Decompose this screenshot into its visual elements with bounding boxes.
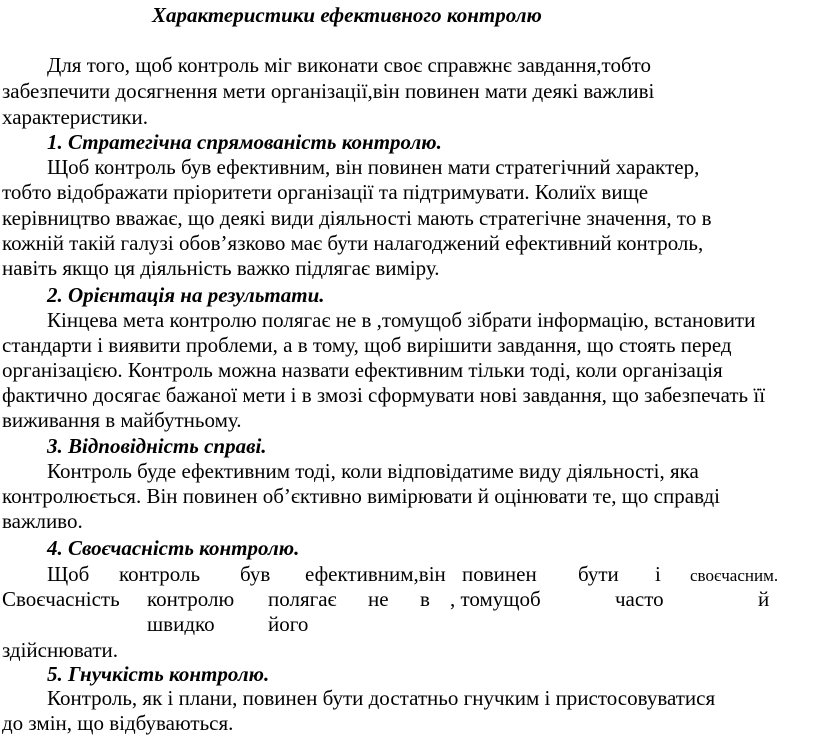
justified-word: його	[268, 612, 309, 636]
justified-word: швидко	[147, 612, 215, 636]
paragraph-line: Щоб контроль був ефективним, він повинен мати стратегічний характер,	[47, 155, 700, 179]
paragraph-line: виживання в майбутньому.	[2, 408, 242, 432]
justified-word: в	[420, 587, 430, 611]
justified-word: й	[758, 587, 770, 611]
section-heading-3: 3. Відповідність справі.	[47, 434, 267, 458]
paragraph-line: важливо.	[2, 509, 83, 533]
paragraph-line: тобто відображати пріоритети організації та підтримувати. Колиїх вище	[2, 180, 649, 204]
paragraph-line: Контроль буде ефективним тоді, коли відповідатиме виду діяльності, яка	[47, 459, 699, 483]
justified-word: Щоб	[47, 562, 90, 586]
justified-word: контролю	[147, 587, 235, 611]
paragraph-line: Контроль, як і плани, повинен бути достатньо гнучким і пристосовуватися	[47, 686, 716, 710]
document-title: Характеристики ефективного контролю	[152, 3, 542, 27]
intro-line: характеристики.	[2, 105, 148, 129]
justified-word: і	[655, 562, 661, 586]
section-heading-4: 4. Своєчасність контролю.	[47, 536, 300, 560]
paragraph-line: Кінцева мета контролю полягає не в ,томущоб зібрати інформацію, встановити	[47, 308, 756, 332]
justified-word: ефективним,він	[305, 562, 446, 586]
intro-line: забезпечити досягнення мети організації,він повинен мати деякі важливі	[2, 79, 655, 103]
paragraph-line: здійснювати.	[2, 638, 119, 662]
paragraph-line: організацією. Контроль можна назвати ефективним тільки тоді, коли організація	[2, 358, 723, 382]
justified-word: був	[240, 562, 271, 586]
justified-word: полягає	[268, 587, 337, 611]
justified-word: Своєчасність	[2, 587, 120, 611]
justified-word: , томущоб	[450, 587, 541, 611]
justified-word: не	[368, 587, 389, 611]
paragraph-line: керівництво вважає, що деякі види діяльності мають стратегічне значення, то в	[2, 206, 712, 230]
justified-word: контроль	[119, 562, 201, 586]
paragraph-line: кожній такій галузі обов’язково має бути налагоджений ефективний контроль,	[2, 231, 704, 255]
justified-word: бути	[578, 562, 619, 586]
intro-line: Для того, щоб контроль міг виконати своє справжнє завдання,тобто	[47, 53, 652, 77]
paragraph-line: стандарти і виявити проблеми, а в тому, щоб вирішити завдання, що стоять перед	[2, 333, 732, 357]
paragraph-line: навіть якщо ця діяльність важко підлягає виміру.	[2, 256, 440, 280]
justified-word: часто	[615, 587, 664, 611]
paragraph-line: контролюється. Він повинен об’єктивно вимірювати й оцінювати те, що справді	[2, 484, 720, 508]
justified-word: повинен	[462, 562, 537, 586]
section-heading-2: 2. Орієнтація на результати.	[47, 283, 325, 307]
section-heading-1: 1. Стратегічна спрямованість контролю.	[47, 130, 442, 154]
paragraph-line: фактично досягає бажаної мети і в змозі сформувати нові завдання, що забезпечать її	[2, 383, 766, 407]
justified-word: своєчасним.	[690, 566, 779, 585]
paragraph-line: до змін, що відбуваються.	[2, 711, 234, 735]
section-heading-5: 5. Гнучкість контролю.	[47, 662, 270, 686]
